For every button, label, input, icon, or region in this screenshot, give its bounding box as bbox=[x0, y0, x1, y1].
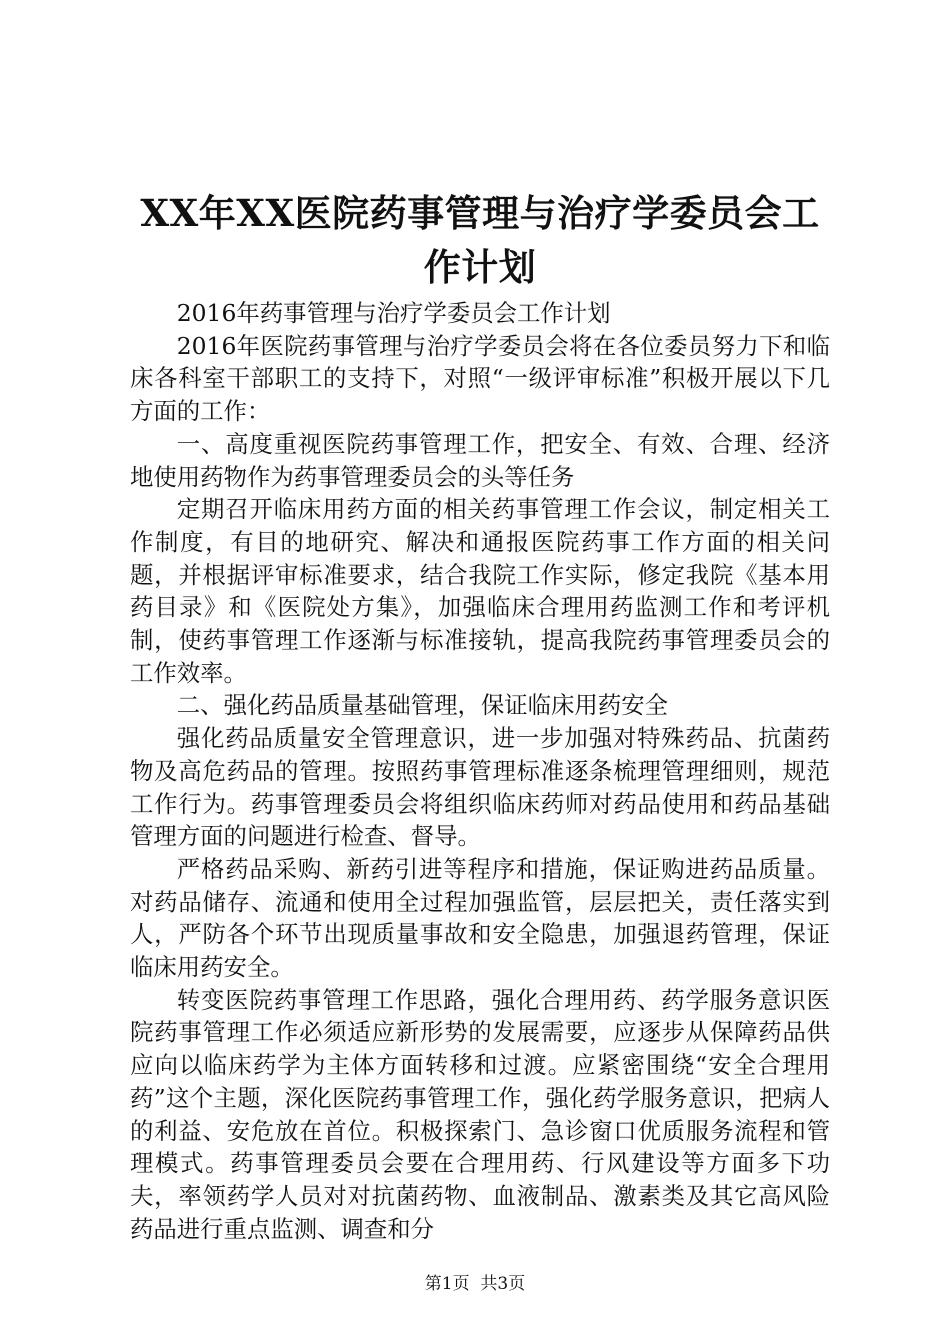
document-body bbox=[130, 297, 830, 1245]
section-heading-2: 二、强化药品质量基础管理，保证临床用药安全 bbox=[176, 691, 668, 720]
paragraph-section-3: 转变医院药事管理工作思路，强化合理用药、药学服务意识医院药事管理工作必须适应新形势的发展需要，应逐步从保障药品供应向以临床药学为主体方面转移和过渡。应紧密围绕“安全合理用药”这个主题，深化医院药事管理工作，强化药学服务意识，把病人的利益、安危放在首位。积极探索门、急诊窗口优质服务流程和管理模式。药事管理委员会要在合理用药、行风建设等方面多下功夫，率领药学人员对对抗菌药物、血液制品、激素类及其它高风险药品进行重点监测、调查和分 bbox=[130, 985, 830, 1243]
document-title: XX年XX医院药事管理与治疗学委员会工作计划 bbox=[140, 191, 820, 289]
page-footer: 第1页 共3页 bbox=[424, 1274, 526, 1294]
paragraph-intro-heading: 2016年药事管理与治疗学委员会工作计划 bbox=[176, 299, 611, 327]
paragraph-section-2a: 强化药品质量安全管理意识，进一步加强对特殊药品、抗菌药物及高危药品的管理。按照药事管理标准逐条梳理管理细则，规范工作行为。药事管理委员会将组织临床药师对药品使用和药品基础管理方面的问题进行检查、督导。 bbox=[130, 724, 830, 851]
section-heading-1: 一、高度重视医院药事管理工作，把安全、有效、合理、经济地使用药物作为药事管理委员会的头等任务 bbox=[130, 429, 830, 491]
paragraph-section-1: 定期召开临床用药方面的相关药事管理工作会议，制定相关工作制度，有目的地研究、解决和通报医院药事工作方面的相关问题，并根据评审标准要求，结合我院工作实际，修定我院《基本用药目录》和《医院处方集》，加强临床合理用药监测工作和考评机制，使药事管理工作逐渐与标准接轨，提高我院药事管理委员会的工作效率。 bbox=[130, 495, 830, 687]
paragraph-overview: 2016年医院药事管理与治疗学委员会将在各位委员努力下和临床各科室干部职工的支持下，对照“一级评审标准”积极开展以下几方面的工作： bbox=[130, 331, 830, 426]
paragraph-section-2b: 严格药品采购、新药引进等程序和措施，保证购进药品质量。对药品储存、流通和使用全过程加强监管，层层把关，责任落实到人，严防各个环节出现质量事故和安全隐患，加强退药管理，保证临床用药安全。 bbox=[130, 854, 830, 982]
